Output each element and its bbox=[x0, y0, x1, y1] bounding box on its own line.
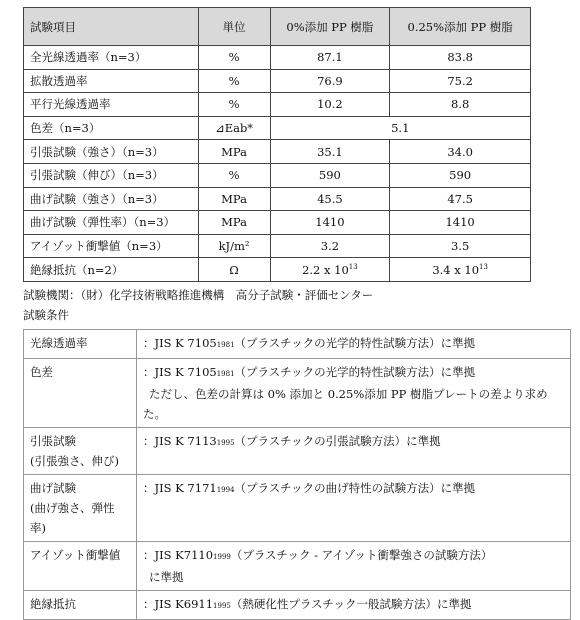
condition-standard: ：JIS K71101999（プラスチック - アイゾット衝撃強さの試験方法） に準拠 bbox=[137, 542, 571, 591]
value-exponent: 13 bbox=[348, 262, 358, 271]
row-unit: % bbox=[198, 93, 270, 117]
table-row bbox=[24, 163, 531, 187]
row-value-025pct: 8.8 bbox=[390, 93, 531, 117]
header-item: 試験項目 bbox=[24, 8, 199, 46]
row-value-025pct: 75.2 bbox=[390, 69, 531, 93]
condition-name: 引張試験 (引張強さ、伸び) bbox=[24, 428, 137, 475]
condition-name: 曲げ試験 (曲げ強さ、弾性率) bbox=[24, 475, 137, 542]
row-unit: % bbox=[198, 163, 270, 187]
condition-row bbox=[24, 359, 571, 428]
row-unit: MPa bbox=[198, 211, 270, 235]
row-unit: % bbox=[198, 69, 270, 93]
table-row bbox=[24, 211, 531, 235]
table-row bbox=[24, 234, 531, 258]
row-value-025pct: 83.8 bbox=[390, 46, 531, 70]
header-025pct: 0.25%添加 PP 樹脂 bbox=[390, 8, 531, 46]
row-value-0pct: 10.2 bbox=[270, 93, 390, 117]
row-value-0pct: 3.2 bbox=[270, 234, 390, 258]
row-unit: ⊿Eab* bbox=[198, 116, 270, 140]
row-item: 平行光線透過率 bbox=[24, 93, 199, 117]
row-value-0pct: 35.1 bbox=[270, 140, 390, 164]
row-value-0pct: 45.5 bbox=[270, 187, 390, 211]
row-value-0pct bbox=[270, 258, 390, 282]
test-organization: 試験機関：（財）化学技術戦略推進機構 高分子試験・評価センター bbox=[23, 288, 374, 302]
row-unit: Ω bbox=[198, 258, 270, 282]
row-value-025pct bbox=[390, 258, 531, 282]
condition-row bbox=[24, 475, 571, 542]
header-0pct: 0%添加 PP 樹脂 bbox=[270, 8, 390, 46]
value-base: 3.4 x 10 bbox=[432, 262, 480, 277]
conditions-title: 試験条件 bbox=[23, 308, 69, 322]
row-item: 曲げ試験（弾性率）（n=3） bbox=[24, 211, 199, 235]
row-unit: kJ/m² bbox=[198, 234, 270, 258]
row-value-0pct: 87.1 bbox=[270, 46, 390, 70]
row-value-0pct: 76.9 bbox=[270, 69, 390, 93]
table-row bbox=[24, 69, 531, 93]
row-item: アイゾット衝撃値（n=3） bbox=[24, 234, 199, 258]
condition-name: 光線透過率 bbox=[24, 330, 137, 359]
row-item: 引張試験（伸び）（n=3） bbox=[24, 163, 199, 187]
value-exponent: 13 bbox=[479, 262, 488, 271]
row-value-025pct: 47.5 bbox=[390, 187, 531, 211]
condition-note: ただし、色差の計算は 0% 添加と 0.25%添加 PP 樹脂プレートの差より求めた。 bbox=[143, 387, 548, 421]
row-item: 引張試験（強さ）（n=3） bbox=[24, 140, 199, 164]
row-value-merged: 5.1 bbox=[270, 116, 530, 140]
table-header-row bbox=[24, 8, 531, 46]
row-item: 拡散透過率 bbox=[24, 69, 199, 93]
condition-standard: ：JIS K 71711994（プラスチックの曲げ特性の試験方法）に準拠 bbox=[137, 475, 571, 542]
condition-row bbox=[24, 428, 571, 475]
row-value-025pct: 1410 bbox=[390, 211, 531, 235]
header-unit: 単位 bbox=[198, 8, 270, 46]
row-value-025pct: 3.5 bbox=[390, 234, 531, 258]
row-item: 色差（n=3） bbox=[24, 116, 199, 140]
condition-standard: ：JIS K 71051981（プラスチックの光学的特性試験方法）に準拠 bbox=[137, 330, 571, 359]
condition-name: アイゾット衝撃値 bbox=[24, 542, 137, 591]
row-item: 曲げ試験（強さ）（n=3） bbox=[24, 187, 199, 211]
value-base: 2.2 x 10 bbox=[302, 262, 349, 277]
table-row bbox=[24, 258, 531, 282]
row-unit: MPa bbox=[198, 187, 270, 211]
results-table bbox=[23, 7, 531, 282]
condition-name: 絶縁抵抗 bbox=[24, 591, 137, 620]
row-unit: % bbox=[198, 46, 270, 70]
condition-standard: ：JIS K 71051981（プラスチックの光学的特性試験方法）に準拠 ただし、色差の計算は 0% 添加と 0.25%添加 PP 樹脂プレートの差より求めた。 bbox=[137, 359, 571, 428]
row-value-025pct: 34.0 bbox=[390, 140, 531, 164]
condition-standard: ：JIS K69111995（熱硬化性プラスチック一般試験方法）に準拠 bbox=[137, 591, 571, 620]
row-unit: MPa bbox=[198, 140, 270, 164]
table-row bbox=[24, 187, 531, 211]
condition-name: 色差 bbox=[24, 359, 137, 428]
table-row bbox=[24, 116, 531, 140]
row-item: 絶縁抵抗（n=2） bbox=[24, 258, 199, 282]
condition-standard: ：JIS K 71131995（プラスチックの引張試験方法）に準拠 bbox=[137, 428, 571, 475]
condition-row bbox=[24, 542, 571, 591]
row-value-025pct: 590 bbox=[390, 163, 531, 187]
row-item: 全光線透過率（n=3） bbox=[24, 46, 199, 70]
table-row bbox=[24, 93, 531, 117]
condition-row bbox=[24, 591, 571, 620]
row-value-0pct: 590 bbox=[270, 163, 390, 187]
row-value-0pct: 1410 bbox=[270, 211, 390, 235]
condition-row bbox=[24, 330, 571, 359]
table-row bbox=[24, 46, 531, 70]
conditions-table bbox=[23, 329, 571, 620]
table-row bbox=[24, 140, 531, 164]
